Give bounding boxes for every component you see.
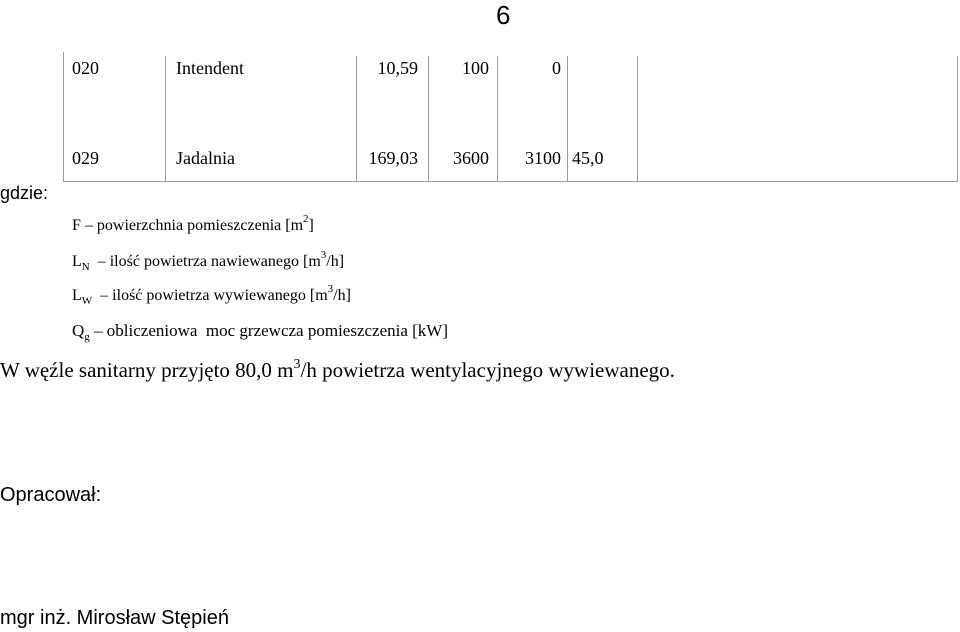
- legend-intro: gdzie:: [0, 183, 49, 203]
- col-divider: [567, 56, 568, 182]
- col-divider: [637, 56, 638, 182]
- legend-line-exhaust: [72, 283, 351, 307]
- symbol: L: [72, 253, 82, 270]
- supply-air: 3600: [453, 148, 489, 168]
- exhaust-air: 3100: [525, 148, 561, 168]
- signature-name: mgr inż. Mirosław Stępień: [0, 607, 229, 629]
- legend-line-heating: [72, 321, 448, 341]
- note-text-after: /h powietrza wentylacyjnego wywiewanego.: [300, 358, 675, 382]
- table-border-right: [957, 56, 958, 182]
- subscript: N: [81, 261, 90, 273]
- unit-close: /h]: [326, 253, 345, 270]
- room-number: 020: [72, 58, 99, 78]
- heating-power: 45,0: [572, 148, 604, 168]
- exhaust-air: 0: [552, 58, 561, 78]
- legend-line-area: [72, 213, 314, 235]
- subscript: W: [81, 295, 93, 307]
- col-divider: [165, 56, 166, 182]
- ventilation-note: [0, 358, 675, 383]
- note-text: W węźle sanitarny przyjęto 80,0 m: [0, 358, 294, 382]
- room-name: Jadalnia: [176, 148, 235, 168]
- exponent: 3: [320, 249, 327, 261]
- signature-label: Opracował:: [0, 484, 102, 506]
- unit-close: ]: [308, 217, 314, 234]
- symbol: F: [72, 217, 81, 234]
- room-area: 10,59: [377, 58, 418, 78]
- description: – ilość powietrza nawiewanego [m: [97, 253, 321, 270]
- description: – obliczeniowa moc grzewcza pomieszczenia [kW]: [89, 321, 449, 340]
- room-name: Intendent: [176, 58, 244, 78]
- unit-close: /h]: [333, 287, 351, 304]
- exponent: 3: [327, 283, 334, 295]
- symbol: Q: [72, 321, 85, 340]
- table-border-left: [63, 52, 64, 182]
- room-number: 029: [72, 148, 99, 168]
- symbol: L: [72, 287, 82, 304]
- page-number: 6: [496, 0, 511, 30]
- exponent: 3: [293, 357, 301, 372]
- supply-air: 100: [462, 58, 489, 78]
- legend-line-supply: [72, 249, 345, 273]
- subscript: g: [84, 331, 90, 343]
- table-border-bottom: [63, 181, 958, 182]
- exponent: 2: [303, 213, 309, 225]
- description: – ilość powietrza wywiewanego [m: [100, 287, 328, 304]
- room-area: 169,03: [368, 148, 418, 168]
- description: – powierzchnia pomieszczenia [m: [84, 217, 304, 234]
